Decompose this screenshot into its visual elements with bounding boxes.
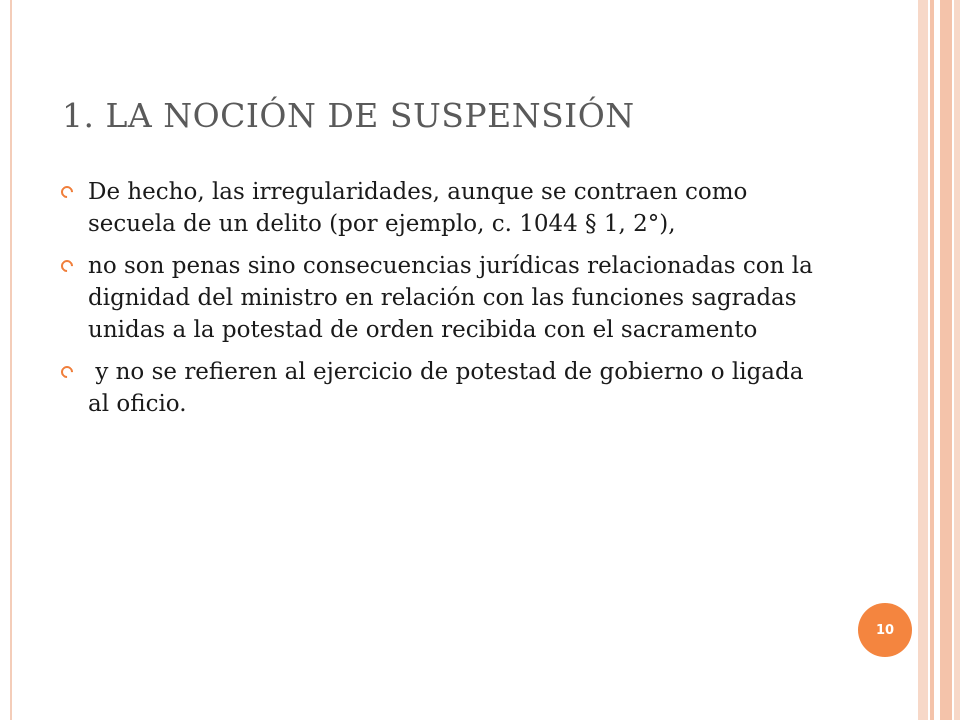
left-border-line [10, 0, 12, 720]
bullet-marker-icon [59, 258, 76, 275]
right-decor-stripe [940, 0, 952, 720]
bullet-list [60, 176, 820, 430]
right-decor-stripe [918, 0, 928, 720]
page-number-badge: 10 [858, 603, 912, 657]
bullet-text: no son penas sino consecuencias jurídicas relacionadas con la dignidad del ministro en relación con las funciones sagradas unidas a la potestad de orden recibida con el sacramento [88, 253, 813, 343]
bullet-marker-icon [59, 184, 76, 201]
bullet-text: De hecho, las irregularidades, aunque se contraen como secuela de un delito (por ejemplo, c. 1044 § 1, 2°), [88, 179, 748, 237]
bullet-item [60, 356, 820, 420]
slide-title: 1. LA NOCIÓN DE SUSPENSIÓN [62, 96, 635, 135]
bullet-item [60, 250, 820, 346]
bullet-text: y no se refieren al ejercicio de potestad de gobierno o ligada al oficio. [88, 359, 811, 417]
bullet-item [60, 176, 820, 240]
right-decor-stripe [954, 0, 960, 720]
bullet-marker-icon [59, 364, 76, 381]
